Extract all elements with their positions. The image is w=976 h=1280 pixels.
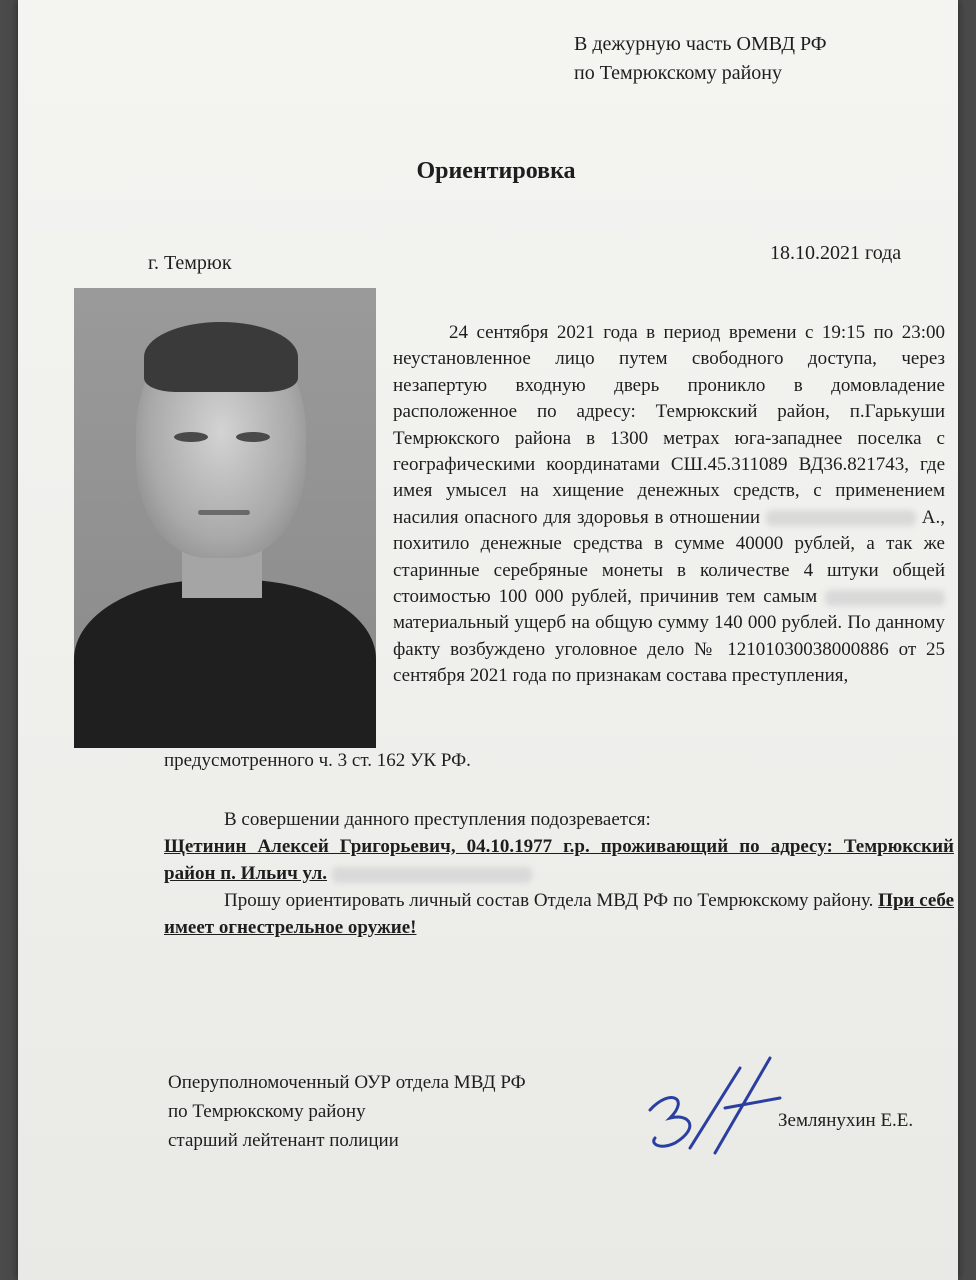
handwritten-signature [630, 1048, 800, 1168]
request-text: Прошу ориентировать личный состав Отдела МВД РФ по Темрюкскому району. [224, 890, 874, 911]
document-date: 18.10.2021 года [770, 242, 902, 264]
photo-right-eye [236, 432, 270, 442]
officer-name: Землянухин Е.Е. [778, 1110, 914, 1131]
photo-mouth [198, 510, 250, 515]
incident-text-part-3: материальный ущерб на общую сумму 140 000 рублей. По данному факту возбуждено уголовное дело № 12101030038000886 от 25 сентября 2021 года по признакам состава преступления, [393, 612, 945, 687]
suspect-photo [74, 288, 376, 748]
incident-text-part-1: 24 сентября 2021 года в период времени с 19:15 по 23:00 неустановленное лицо путем свободного доступа, через незапертую входную дверь проникло в домовладение расположенное по адресу: Темрюкский район, п.Гарькуши Темрюкского района в 1300 метрах юга-западнее поселка с географическими координатами СШ.45.311089 ВД36.821743, где имея умысел на хищение денежных средств, с применением насилия опасного для здоровья в отношении [393, 322, 945, 528]
suspect-details: Щетинин Алексей Григорьевич, 04.10.1977 г.р. проживающий по адресу: Темрюкский район п. Ильич ул. [164, 836, 954, 884]
document-sheet [18, 0, 958, 1280]
officer-rank: старший лейтенант полиции [168, 1130, 399, 1151]
redacted-victim-name [766, 510, 916, 526]
city: г. Темрюк [148, 252, 232, 274]
officer-department: по Темрюкскому району [168, 1101, 366, 1122]
photo-shoulders [74, 580, 376, 748]
officer-position: Оперуполномоченный ОУР отдела МВД РФ [168, 1072, 526, 1093]
incident-description [393, 320, 945, 690]
incident-text-part-2: А., похитило денежные средства в сумме 40000 рублей, а так же старинные серебряные монеты в количестве 4 штуки общей стоимостью 100 000 рублей, причинив тем самым [393, 506, 945, 608]
addressee-block [574, 30, 827, 88]
suspect-paragraph [164, 806, 954, 941]
officer-block [168, 1068, 526, 1155]
addressee-line-1: В дежурную часть ОМВД РФ [574, 33, 827, 55]
addressee-line-2: по Темрюкскому району [574, 62, 782, 84]
suspect-intro: В совершении данного преступления подозревается: [224, 809, 651, 830]
photo-hair [144, 322, 298, 392]
photo-left-eye [174, 432, 208, 442]
incident-article: предусмотренного ч. 3 ст. 162 УК РФ. [164, 750, 471, 771]
weapon-warning: При себе имеет огнестрельное оружие! [164, 890, 955, 938]
document-title: Ориентировка [416, 158, 576, 184]
redacted-victim-name-2 [825, 590, 945, 606]
redacted-address [332, 867, 532, 883]
